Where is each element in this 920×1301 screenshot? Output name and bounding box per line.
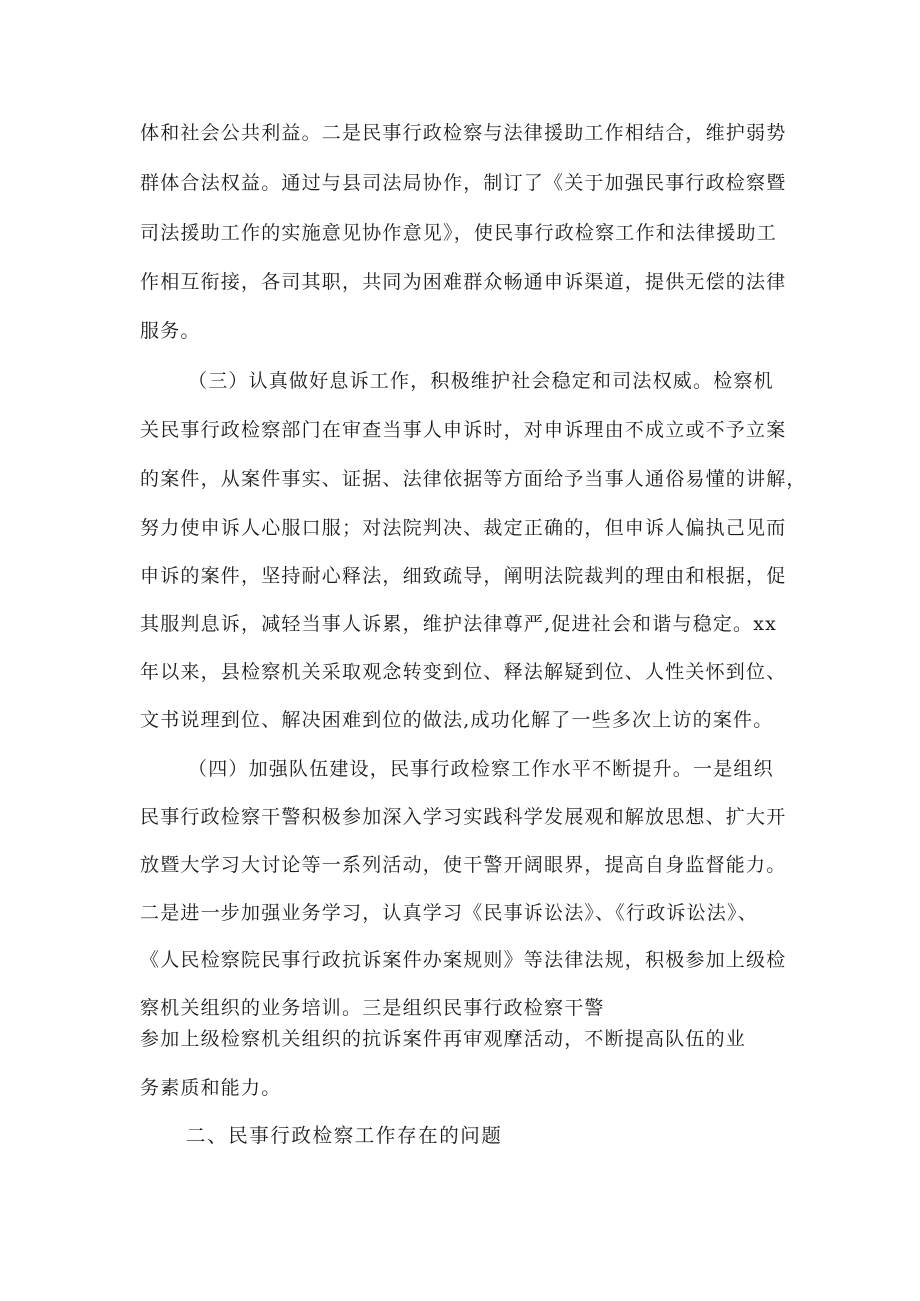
- paragraph-line: 努力使申诉人心服口服；对法院判决、裁定正确的，但申诉人偏执己见而: [140, 517, 787, 539]
- paragraph-line: 作相互衔接，各司其职，共同为困难群众畅通申诉渠道，提供无偿的法律: [140, 271, 787, 293]
- paragraph-line: 文书说理到位、解决困难到位的做法,成功化解了一些多次上访的案件。: [140, 709, 774, 731]
- paragraph-line: 群体合法权益。通过与县司法局协作，制订了《关于加强民事行政检察暨: [140, 172, 787, 194]
- paragraph-line: 司法援助工作的实施意见协作意见》，使民事行政检察工作和法律援助工: [140, 222, 777, 244]
- paragraph-line: 务素质和能力。: [140, 1077, 282, 1099]
- paragraph-line: （四）加强队伍建设，民事行政检察工作水平不断提升。一是组织: [188, 758, 774, 780]
- paragraph-line: 的案件，从案件事实、证据、法律依据等方面给予当事人通俗易懂的讲解，: [140, 468, 807, 490]
- paragraph-line: 民事行政检察干警积极参加深入学习实践科学发展观和解放思想、扩大开: [140, 806, 787, 828]
- paragraph-line: （三）认真做好息诉工作，积极维护社会稳定和司法权威。检察机: [188, 370, 774, 392]
- paragraph-line: 年以来，县检察机关采取观念转变到位、释法解疑到位、人性关怀到位、: [140, 661, 787, 683]
- paragraph-line: 申诉的案件，坚持耐心释法，细致疏导，阐明法院裁判的理由和根据，促: [140, 565, 787, 587]
- paragraph-line: 关民事行政检察部门在审查当事人申诉时，对申诉理由不成立或不予立案: [140, 419, 787, 441]
- paragraph-line: 察机关组织的业务培训。三是组织民事行政检察干警: [140, 997, 605, 1019]
- paragraph-line: 二是进一步加强业务学习，认真学习《民事诉讼法》、《行政诉讼法》、: [140, 902, 758, 924]
- section-heading: 二、民事行政检察工作存在的问题: [186, 1124, 503, 1147]
- paragraph-line: 体和社会公共利益。二是民事行政检察与法律援助工作相结合，维护弱势: [140, 122, 787, 144]
- paragraph-line: 放暨大学习大讨论等一系列活动，使干警开阔眼界，提高自身监督能力。: [140, 854, 787, 876]
- paragraph-line: 服务。: [140, 320, 201, 342]
- paragraph-line: 其服判息诉，减轻当事人诉累，维护法律尊严,促进社会和谐与稳定。xx: [140, 613, 778, 635]
- paragraph-line: 参加上级检察机关组织的抗诉案件再审观摩活动，不断提高队伍的业: [140, 1028, 747, 1050]
- paragraph-line: 《人民检察院民事行政抗诉案件办案规则》等法律法规，积极参加上级检: [140, 949, 787, 971]
